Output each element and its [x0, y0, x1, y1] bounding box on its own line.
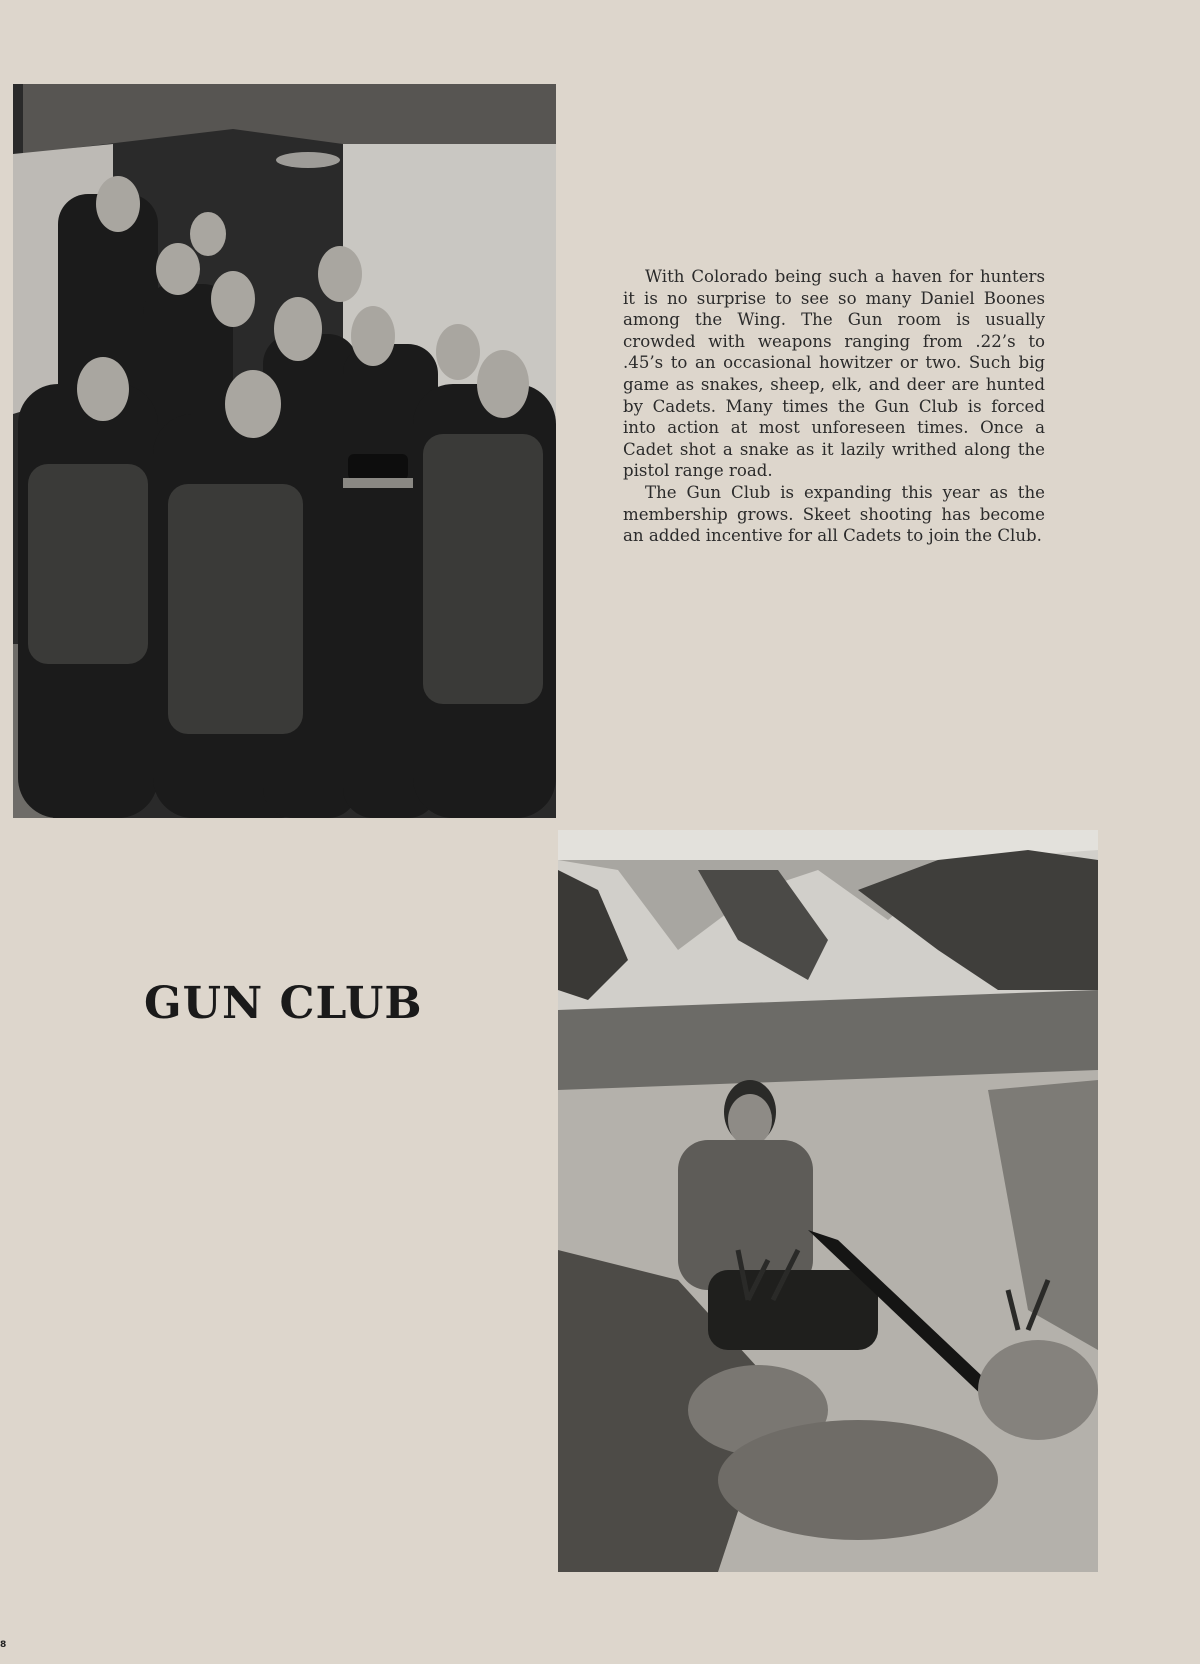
hunting-photo: [558, 830, 1098, 1572]
page-number: 8: [0, 1640, 7, 1650]
section-title: GUN CLUB: [144, 978, 423, 1029]
group-photo-image: [13, 84, 556, 818]
group-photo: [13, 84, 556, 818]
article-body: [623, 266, 1045, 547]
article-paragraph-2: The Gun Club is expanding this year as the membership grows. Skeet shooting has become an added incentive for all Cadets to join the Club.: [623, 482, 1045, 546]
article-paragraph-1: With Colorado being such a haven for hunters it is no surprise to see so many Daniel Boones among the Wing. The Gun room is usually crowded with weapons ranging from .22’s to .45’s to an occasional howitzer or two. Such big game as snakes, sheep, elk, and deer are hunted by Cadets. Many times the Gun Club is forced into action at most unforeseen times. Once a Cadet shot a snake as it lazily writhed along the pistol range road.: [623, 267, 1045, 481]
hunting-photo-image: [558, 830, 1098, 1572]
